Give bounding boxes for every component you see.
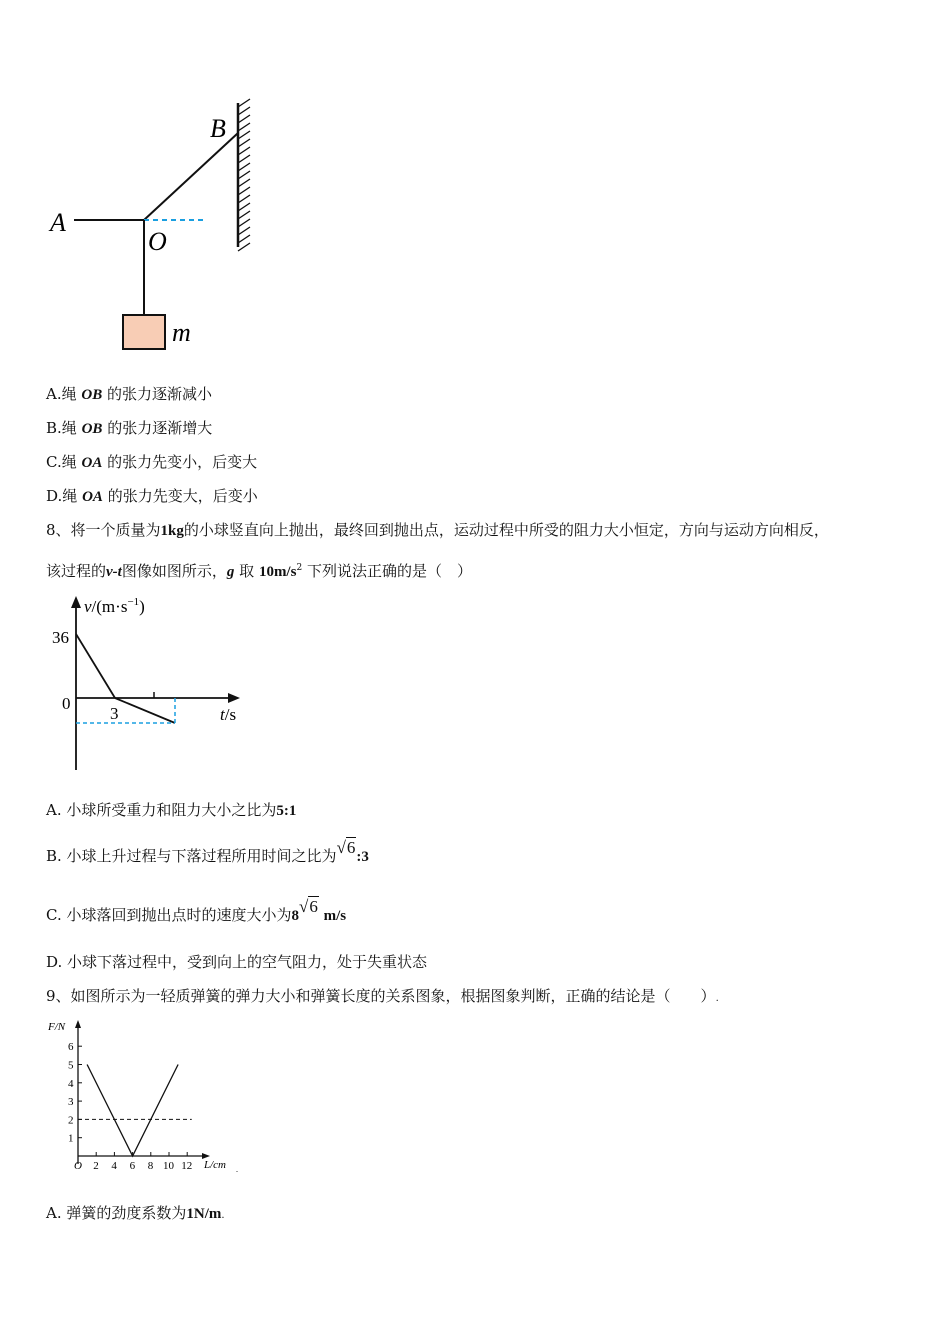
q8-option-b [46, 838, 369, 867]
option-value: 5:1 [276, 803, 297, 819]
option-prefix: D. [46, 487, 63, 505]
option-text: 的张力逐渐减小 [107, 385, 213, 403]
stem-text: 取 [239, 562, 255, 580]
spring-force-line [87, 1065, 178, 1157]
option-text: D. 小球下落过程中，受到向上的空气阻力，处于失重状态 [46, 953, 428, 971]
option-dot: . [221, 1210, 225, 1221]
y-axis-arrow [71, 596, 81, 608]
q8-option-a [46, 800, 296, 821]
y-tick-label: 6 [68, 1041, 74, 1054]
y-axis-arrow [75, 1020, 81, 1028]
tick-label-0: 0 [62, 694, 71, 713]
option-text: A. 小球所受重力和阻力大小之比为 [46, 801, 277, 819]
fl-axes [75, 1020, 210, 1164]
label-o: O [148, 227, 167, 256]
g-symbol: g [226, 564, 235, 580]
sqrt-expression: √6 [298, 897, 318, 916]
y-tick-label: 5 [68, 1059, 74, 1072]
option-text: 的张力先变大，后变小 [107, 487, 258, 505]
option-value: 8 [291, 908, 299, 924]
q7-option-b [46, 418, 212, 439]
option-text: 的张力逐渐增大 [107, 419, 213, 437]
option-variable: OA [82, 489, 103, 505]
option-text: 的张力先变小，后变大 [107, 453, 258, 471]
y-tick-label: 4 [68, 1077, 74, 1090]
mass-block [123, 315, 165, 349]
x-tick-label: 2 [93, 1160, 99, 1172]
vt-line-up [76, 634, 115, 698]
tick-label-36: 36 [52, 628, 69, 647]
mass-value: 1kg [160, 523, 184, 539]
x-tick-label: 6 [129, 1160, 136, 1172]
q8-option-c [46, 897, 347, 926]
option-unit: m/s [323, 908, 347, 924]
sqrt-expression: √6 [336, 838, 356, 857]
fl-graph [44, 1014, 244, 1176]
y-axis-label: $v/(m\cdot s^{-1})$ [84, 596, 145, 616]
q7-option-a [46, 384, 212, 405]
q7-option-d [46, 486, 258, 507]
q8-option-d [46, 952, 427, 972]
stem-text: 图像如图所示， [121, 562, 227, 580]
label-m: m [172, 318, 191, 347]
g-exponent: 2 [296, 563, 303, 573]
x-tick-label: 8 [147, 1160, 154, 1172]
option-variable: OA [81, 455, 103, 471]
vt-graph [40, 592, 260, 777]
y-tick-label: 3 [68, 1096, 74, 1109]
option-variable: OB [81, 421, 103, 437]
stem-text: 下列说法正确的是（ ） [306, 562, 472, 580]
stem-text: 8、将一个质量为 [46, 521, 161, 539]
q8-stem-line2 [46, 558, 472, 582]
stem-dot: . [715, 993, 719, 1004]
q9-option-a [46, 1203, 225, 1226]
q7-option-c [46, 452, 257, 473]
label-a: A [50, 208, 66, 237]
wall-hatching [238, 99, 250, 251]
x-axis-arrow [228, 693, 240, 703]
sqrt-radicand: 6 [309, 897, 318, 916]
option-prefix: B. [46, 419, 62, 437]
vt-line-down [115, 698, 175, 723]
sqrt-radicand: 6 [346, 838, 356, 857]
tick-label-3: 3 [110, 704, 119, 723]
y-tick-label: 2 [68, 1114, 74, 1127]
stem-text: 9、如图所示为一轻质弹簧的弹力大小和弹簧长度的关系图象，根据图象判断，正确的结论是（ ） [46, 987, 716, 1005]
rope-wall-figure [40, 95, 270, 360]
option-text: C. 小球落回到抛出点时的速度大小为 [46, 906, 292, 924]
rope-ob [144, 133, 238, 220]
g-value: 10m/s [258, 564, 297, 580]
option-text: B. 小球上升过程与下落过程所用时间之比为 [46, 847, 337, 865]
x-tick-label: 12 [181, 1160, 193, 1172]
y-axis-label: F/N [48, 1021, 66, 1033]
vt-symbol: v-t [106, 564, 122, 580]
origin-label: O [74, 1160, 82, 1172]
option-text: A. 弹簧的劲度系数为 [46, 1204, 187, 1222]
option-text: 绳 [62, 487, 78, 505]
option-variable: OB [81, 387, 103, 403]
option-text: 绳 [61, 385, 77, 403]
option-prefix: A. [46, 385, 62, 403]
q8-stem-line1 [46, 520, 829, 541]
option-value: 1N/m [186, 1206, 222, 1222]
option-prefix: C. [46, 453, 62, 471]
stem-text: 的小球竖直向上抛出，最终回到抛出点，运动过程中所受的阻力大小恒定，方向与运动方向相反， [183, 521, 829, 539]
trailing-dot: . [236, 1165, 238, 1174]
y-tick-label: 1 [68, 1132, 74, 1145]
x-tick-label: 10 [163, 1160, 174, 1172]
q9-stem [46, 986, 719, 1009]
option-text: 绳 [61, 419, 77, 437]
option-value: :3 [356, 849, 369, 865]
option-text: 绳 [61, 453, 77, 471]
stem-text: 该过程的 [46, 562, 107, 580]
x-axis-label: t/s [220, 705, 237, 724]
label-b: B [210, 114, 226, 143]
x-tick-label: 4 [111, 1160, 117, 1172]
x-axis-label: L/cm [204, 1159, 226, 1171]
